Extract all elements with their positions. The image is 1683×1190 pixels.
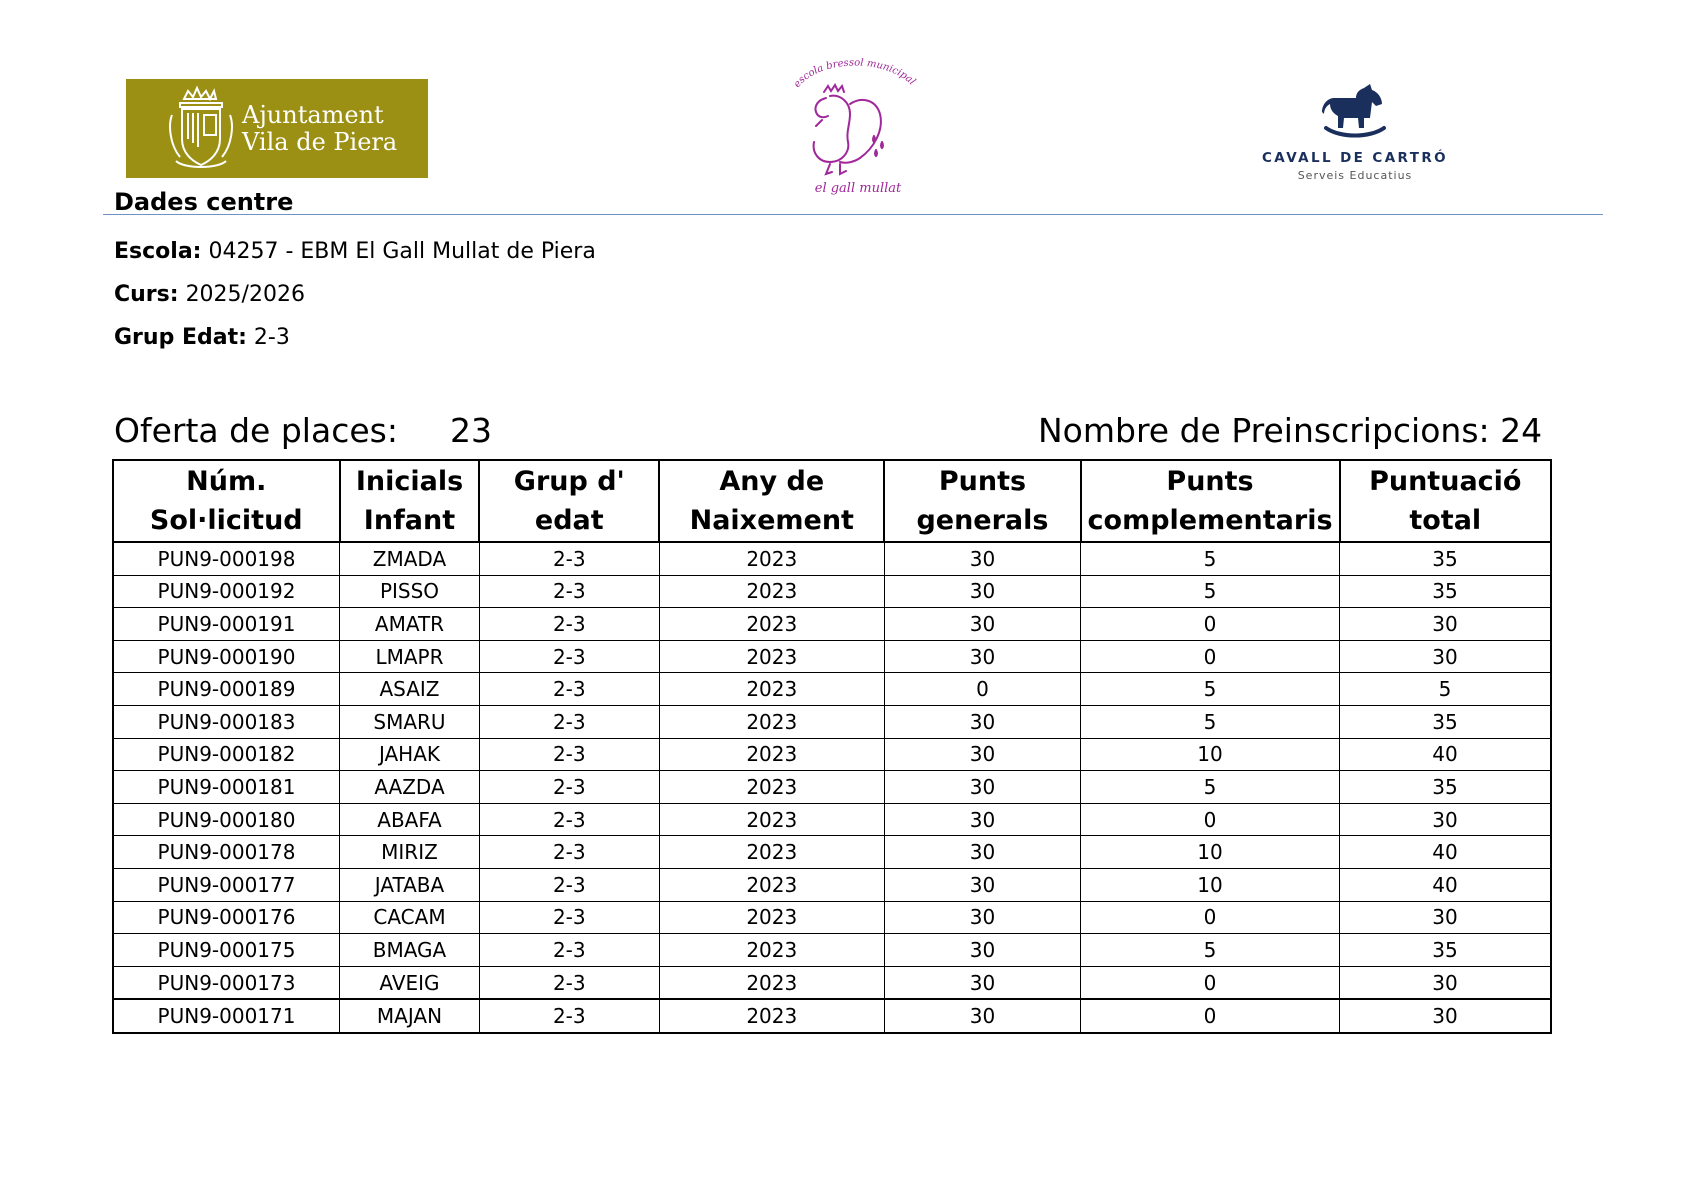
cell-punts-generals: 30: [884, 575, 1080, 608]
cell-grup-edat: 2-3: [479, 999, 659, 1033]
cell-puntuacio-total: 35: [1340, 705, 1551, 738]
cell-num-sollicitud: PUN9-000175: [113, 934, 340, 967]
cell-num-sollicitud: PUN9-000192: [113, 575, 340, 608]
table-row: [113, 608, 1551, 641]
cell-any-naixement: 2023: [659, 836, 884, 869]
cell-punts-generals: 30: [884, 966, 1080, 999]
header-any-naixement: Any de Naixement: [659, 460, 884, 542]
cell-any-naixement: 2023: [659, 934, 884, 967]
cell-inicials-infant: PISSO: [340, 575, 480, 608]
table-row: [113, 575, 1551, 608]
cell-punts-generals: 30: [884, 640, 1080, 673]
cell-punts-generals: 30: [884, 999, 1080, 1033]
curs-label: Curs:: [114, 282, 179, 307]
preinscripcions-label: Nombre de Preinscripcions:: [1038, 411, 1490, 450]
table-row: [113, 771, 1551, 804]
cell-puntuacio-total: 35: [1340, 542, 1551, 575]
oferta-label: Oferta de places:: [114, 411, 398, 450]
gall-arc-text: escola bressol municipal: [791, 58, 918, 90]
cell-puntuacio-total: 40: [1340, 836, 1551, 869]
preinscriptions-table: [112, 459, 1552, 1034]
cell-grup-edat: 2-3: [479, 705, 659, 738]
cell-inicials-infant: AVEIG: [340, 966, 480, 999]
table-header-row: [113, 460, 1551, 542]
cell-num-sollicitud: PUN9-000191: [113, 608, 340, 641]
cell-puntuacio-total: 5: [1340, 673, 1551, 706]
cell-num-sollicitud: PUN9-000177: [113, 868, 340, 901]
cell-grup-edat: 2-3: [479, 966, 659, 999]
table-row: [113, 542, 1551, 575]
cell-any-naixement: 2023: [659, 966, 884, 999]
cell-num-sollicitud: PUN9-000180: [113, 803, 340, 836]
cell-any-naixement: 2023: [659, 640, 884, 673]
cell-puntuacio-total: 30: [1340, 640, 1551, 673]
cell-inicials-infant: JAHAK: [340, 738, 480, 771]
curs-value: 2025/2026: [185, 282, 305, 307]
ajuntament-line1: Ajuntament: [242, 100, 384, 129]
cell-grup-edat: 2-3: [479, 803, 659, 836]
ajuntament-logo: [126, 79, 428, 178]
cell-punts-complementaris: 5: [1081, 673, 1340, 706]
header-grup-edat: Grup d' edat: [479, 460, 659, 542]
preinscripcions-summary: [1038, 411, 1542, 450]
cell-punts-generals: 30: [884, 868, 1080, 901]
cell-any-naixement: 2023: [659, 901, 884, 934]
cell-num-sollicitud: PUN9-000178: [113, 836, 340, 869]
cell-any-naixement: 2023: [659, 771, 884, 804]
header-num-sollicitud: Núm. Sol·licitud: [113, 460, 340, 542]
cell-punts-complementaris: 5: [1081, 934, 1340, 967]
header-punts-complementaris: Punts complementaris: [1081, 460, 1340, 542]
cell-punts-generals: 30: [884, 705, 1080, 738]
cell-puntuacio-total: 40: [1340, 868, 1551, 901]
cell-num-sollicitud: PUN9-000190: [113, 640, 340, 673]
gall-caption: el gall mullat: [814, 181, 902, 196]
cell-inicials-infant: LMAPR: [340, 640, 480, 673]
header-punts-generals: Punts generals: [884, 460, 1080, 542]
cell-grup-edat: 2-3: [479, 868, 659, 901]
cell-grup-edat: 2-3: [479, 542, 659, 575]
cavall-brand: CAVALL DE CARTRÓ: [1261, 150, 1449, 166]
cell-grup-edat: 2-3: [479, 575, 659, 608]
cell-grup-edat: 2-3: [479, 608, 659, 641]
cell-puntuacio-total: 30: [1340, 803, 1551, 836]
cell-punts-complementaris: 0: [1081, 608, 1340, 641]
cell-any-naixement: 2023: [659, 542, 884, 575]
oferta-value: 23: [449, 411, 492, 450]
cell-punts-generals: 30: [884, 803, 1080, 836]
oferta-summary: [114, 411, 492, 450]
cell-puntuacio-total: 35: [1340, 771, 1551, 804]
cell-inicials-infant: AAZDA: [340, 771, 480, 804]
cell-punts-complementaris: 5: [1081, 542, 1340, 575]
cell-any-naixement: 2023: [659, 705, 884, 738]
cell-grup-edat: 2-3: [479, 738, 659, 771]
cell-punts-complementaris: 0: [1081, 966, 1340, 999]
cell-punts-complementaris: 5: [1081, 771, 1340, 804]
table-row: [113, 966, 1551, 999]
table-row: [113, 803, 1551, 836]
cell-grup-edat: 2-3: [479, 640, 659, 673]
table-row: [113, 738, 1551, 771]
cell-inicials-infant: ASAIZ: [340, 673, 480, 706]
cell-any-naixement: 2023: [659, 738, 884, 771]
curs-line: [114, 282, 305, 307]
cell-punts-generals: 30: [884, 836, 1080, 869]
cell-num-sollicitud: PUN9-000173: [113, 966, 340, 999]
cell-punts-complementaris: 10: [1081, 738, 1340, 771]
table-row: [113, 868, 1551, 901]
cell-inicials-infant: MAJAN: [340, 999, 480, 1033]
cell-punts-complementaris: 0: [1081, 901, 1340, 934]
cell-puntuacio-total: 40: [1340, 738, 1551, 771]
cell-punts-generals: 30: [884, 608, 1080, 641]
preinscripcions-value: 24: [1500, 411, 1543, 450]
cell-punts-complementaris: 0: [1081, 999, 1340, 1033]
cell-any-naixement: 2023: [659, 803, 884, 836]
rocking-horse-icon: [1320, 84, 1390, 146]
cell-puntuacio-total: 35: [1340, 934, 1551, 967]
table-row: [113, 934, 1551, 967]
cell-grup-edat: 2-3: [479, 901, 659, 934]
cell-punts-complementaris: 0: [1081, 803, 1340, 836]
cell-punts-complementaris: 10: [1081, 836, 1340, 869]
table-row: [113, 999, 1551, 1033]
cell-punts-generals: 30: [884, 542, 1080, 575]
escola-line: [114, 239, 596, 264]
table-row: [113, 640, 1551, 673]
grup-label: Grup Edat:: [114, 325, 247, 350]
cell-puntuacio-total: 35: [1340, 575, 1551, 608]
ajuntament-name: [242, 102, 397, 156]
cell-puntuacio-total: 30: [1340, 901, 1551, 934]
cell-inicials-infant: ZMADA: [340, 542, 480, 575]
cell-punts-generals: 0: [884, 673, 1080, 706]
cell-num-sollicitud: PUN9-000176: [113, 901, 340, 934]
grup-line: [114, 325, 290, 350]
cell-num-sollicitud: PUN9-000183: [113, 705, 340, 738]
cell-inicials-infant: CACAM: [340, 901, 480, 934]
cell-punts-generals: 30: [884, 738, 1080, 771]
cell-num-sollicitud: PUN9-000198: [113, 542, 340, 575]
cell-punts-complementaris: 5: [1081, 575, 1340, 608]
cell-inicials-infant: JATABA: [340, 868, 480, 901]
ajuntament-line2: Vila de Piera: [242, 127, 398, 156]
cell-inicials-infant: ABAFA: [340, 803, 480, 836]
gall-mullat-logo: [790, 58, 920, 198]
cell-inicials-infant: SMARU: [340, 705, 480, 738]
cell-num-sollicitud: PUN9-000189: [113, 673, 340, 706]
cell-punts-generals: 30: [884, 901, 1080, 934]
cell-any-naixement: 2023: [659, 575, 884, 608]
cavall-de-carto-logo: [1250, 84, 1460, 189]
cell-punts-generals: 30: [884, 771, 1080, 804]
cell-any-naixement: 2023: [659, 868, 884, 901]
cell-punts-complementaris: 10: [1081, 868, 1340, 901]
cell-num-sollicitud: PUN9-000181: [113, 771, 340, 804]
table-row: [113, 705, 1551, 738]
table-row: [113, 673, 1551, 706]
cell-punts-generals: 30: [884, 934, 1080, 967]
cell-punts-complementaris: 5: [1081, 705, 1340, 738]
cell-puntuacio-total: 30: [1340, 966, 1551, 999]
header-puntuacio-total: Puntuació total: [1340, 460, 1551, 542]
cell-grup-edat: 2-3: [479, 836, 659, 869]
svg-text:escola bressol municipal: [792, 58, 917, 90]
escola-label: Escola:: [114, 239, 202, 264]
cell-grup-edat: 2-3: [479, 771, 659, 804]
cell-punts-complementaris: 0: [1081, 640, 1340, 673]
cell-grup-edat: 2-3: [479, 673, 659, 706]
cell-inicials-infant: MIRIZ: [340, 836, 480, 869]
cell-puntuacio-total: 30: [1340, 608, 1551, 641]
cell-inicials-infant: BMAGA: [340, 934, 480, 967]
table-row: [113, 901, 1551, 934]
grup-value: 2-3: [253, 325, 290, 350]
section-title: Dades centre: [114, 188, 294, 216]
cell-grup-edat: 2-3: [479, 934, 659, 967]
table-body: [113, 542, 1551, 1033]
cell-any-naixement: 2023: [659, 673, 884, 706]
cell-any-naixement: 2023: [659, 999, 884, 1033]
escola-value: 04257 - EBM El Gall Mullat de Piera: [208, 239, 596, 264]
coat-of-arms-icon: [166, 85, 236, 173]
cell-inicials-infant: AMATR: [340, 608, 480, 641]
cell-num-sollicitud: PUN9-000182: [113, 738, 340, 771]
cell-num-sollicitud: PUN9-000171: [113, 999, 340, 1033]
cell-any-naixement: 2023: [659, 608, 884, 641]
table-row: [113, 836, 1551, 869]
cell-puntuacio-total: 30: [1340, 999, 1551, 1033]
cavall-subtitle: Serveis Educatius: [1297, 169, 1413, 182]
section-divider: [103, 214, 1603, 215]
header-inicials-infant: Inicials Infant: [340, 460, 480, 542]
